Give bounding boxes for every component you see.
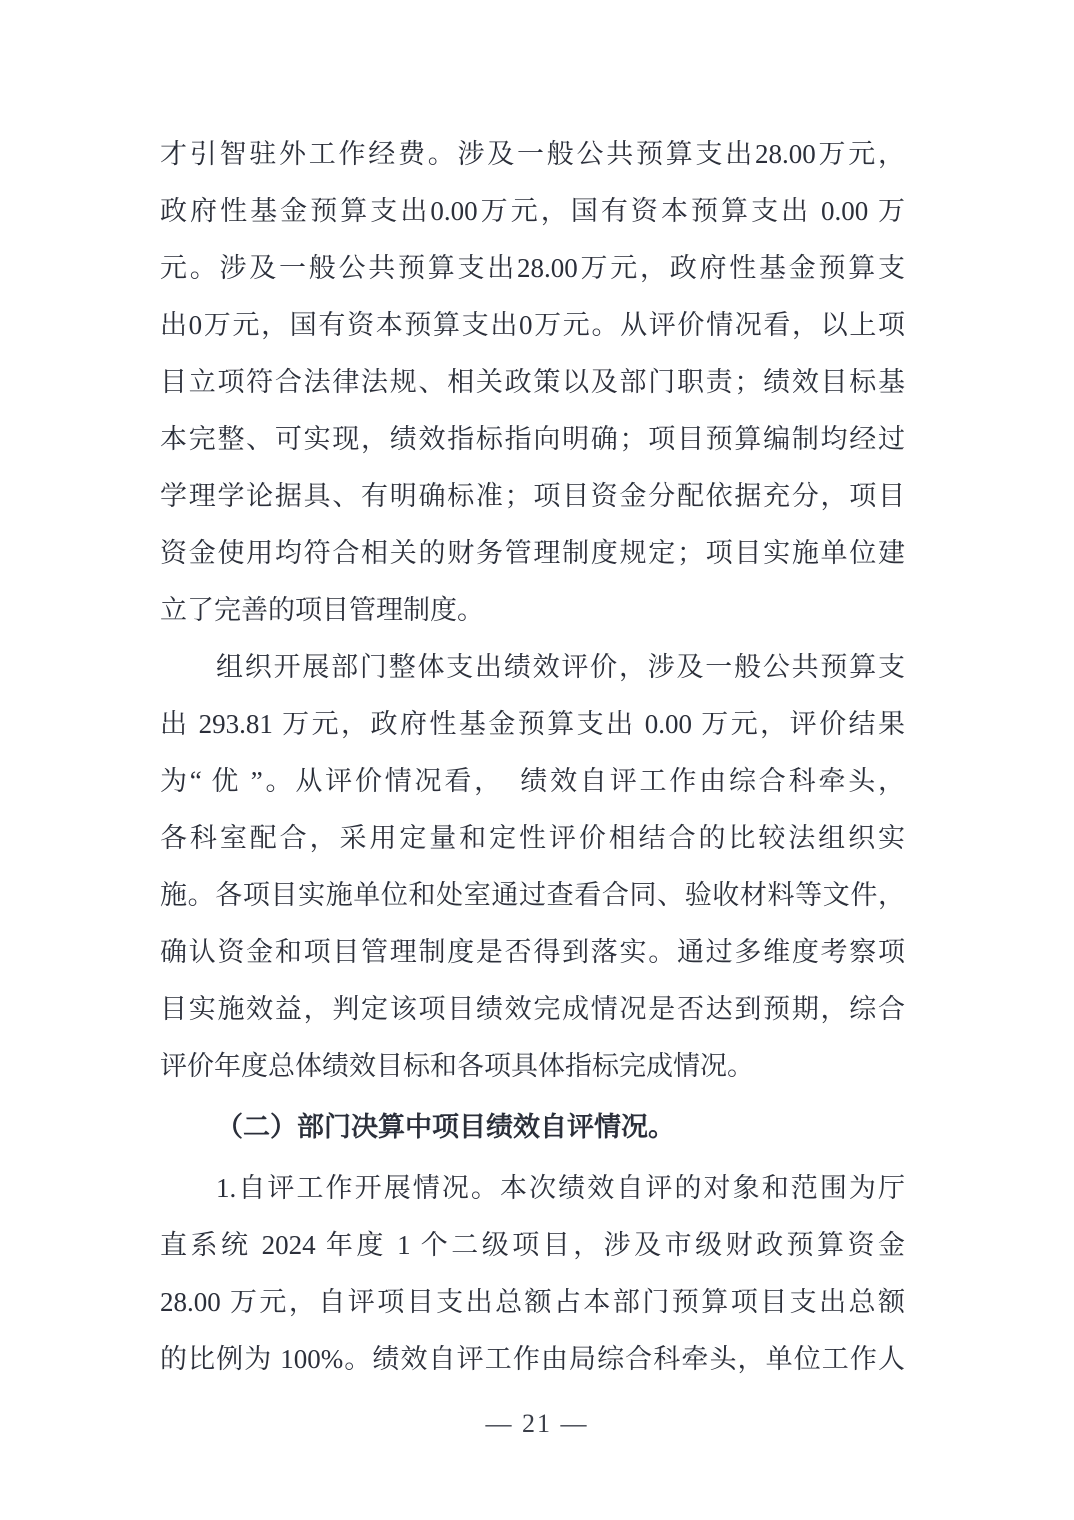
text-line: 确认资金和项目管理制度是否得到落实。通过多维度考察项	[160, 937, 905, 967]
text-line: 资金使用均符合相关的财务管理制度规定；项目实施单位建	[160, 538, 905, 568]
text-line: 目实施效益，判定该项目绩效完成情况是否达到预期，综合	[160, 994, 905, 1024]
text-line: 出0万元，国有资本预算支出0万元。从评价情况看，以上项	[160, 310, 905, 340]
section-heading: （二）部门决算中项目绩效自评情况。	[216, 1112, 675, 1142]
text-line: 学理学论据具、有明确标准；项目资金分配依据充分，项目	[160, 481, 905, 511]
text-line: 组织开展部门整体支出绩效评价，涉及一般公共预算支	[216, 652, 905, 682]
text-line: 元。涉及一般公共预算支出28.00万元，政府性基金预算支	[160, 253, 905, 283]
text-line: 为“ 优 ”。从评价情况看， 绩效自评工作由综合科牵头，	[160, 766, 905, 796]
text-line: 评价年度总体绩效目标和各项具体指标完成情况。	[160, 1051, 754, 1081]
text-line: 本完整、可实现，绩效指标指向明确；项目预算编制均经过	[160, 424, 905, 454]
text-line: 目立项符合法律法规、相关政策以及部门职责；绩效目标基	[160, 367, 905, 397]
page-number: — 21 —	[485, 1409, 589, 1438]
text-line: 的比例为 100%。绩效自评工作由局综合科牵头，单位工作人	[160, 1344, 905, 1374]
text-line: 政府性基金预算支出0.00万元，国有资本预算支出 0.00 万	[160, 196, 905, 226]
text-line: 28.00 万元，自评项目支出总额占本部门预算项目支出总额	[160, 1287, 905, 1317]
text-line: 各科室配合，采用定量和定性评价相结合的比较法组织实	[160, 823, 905, 853]
text-line: 立了完善的项目管理制度。	[160, 595, 484, 625]
text-line: 1.自评工作开展情况。本次绩效自评的对象和范围为厅	[216, 1173, 905, 1203]
text-line: 直系统 2024 年度 1 个二级项目，涉及市级财政预算资金	[160, 1230, 905, 1260]
text-line: 才引智驻外工作经费。涉及一般公共预算支出28.00万元，	[160, 139, 905, 169]
text-line: 施。各项目实施单位和处室通过查看合同、验收材料等文件，	[160, 880, 905, 910]
document-body	[160, 126, 905, 1388]
text-line: 出 293.81 万元，政府性基金预算支出 0.00 万元，评价结果	[160, 709, 905, 739]
